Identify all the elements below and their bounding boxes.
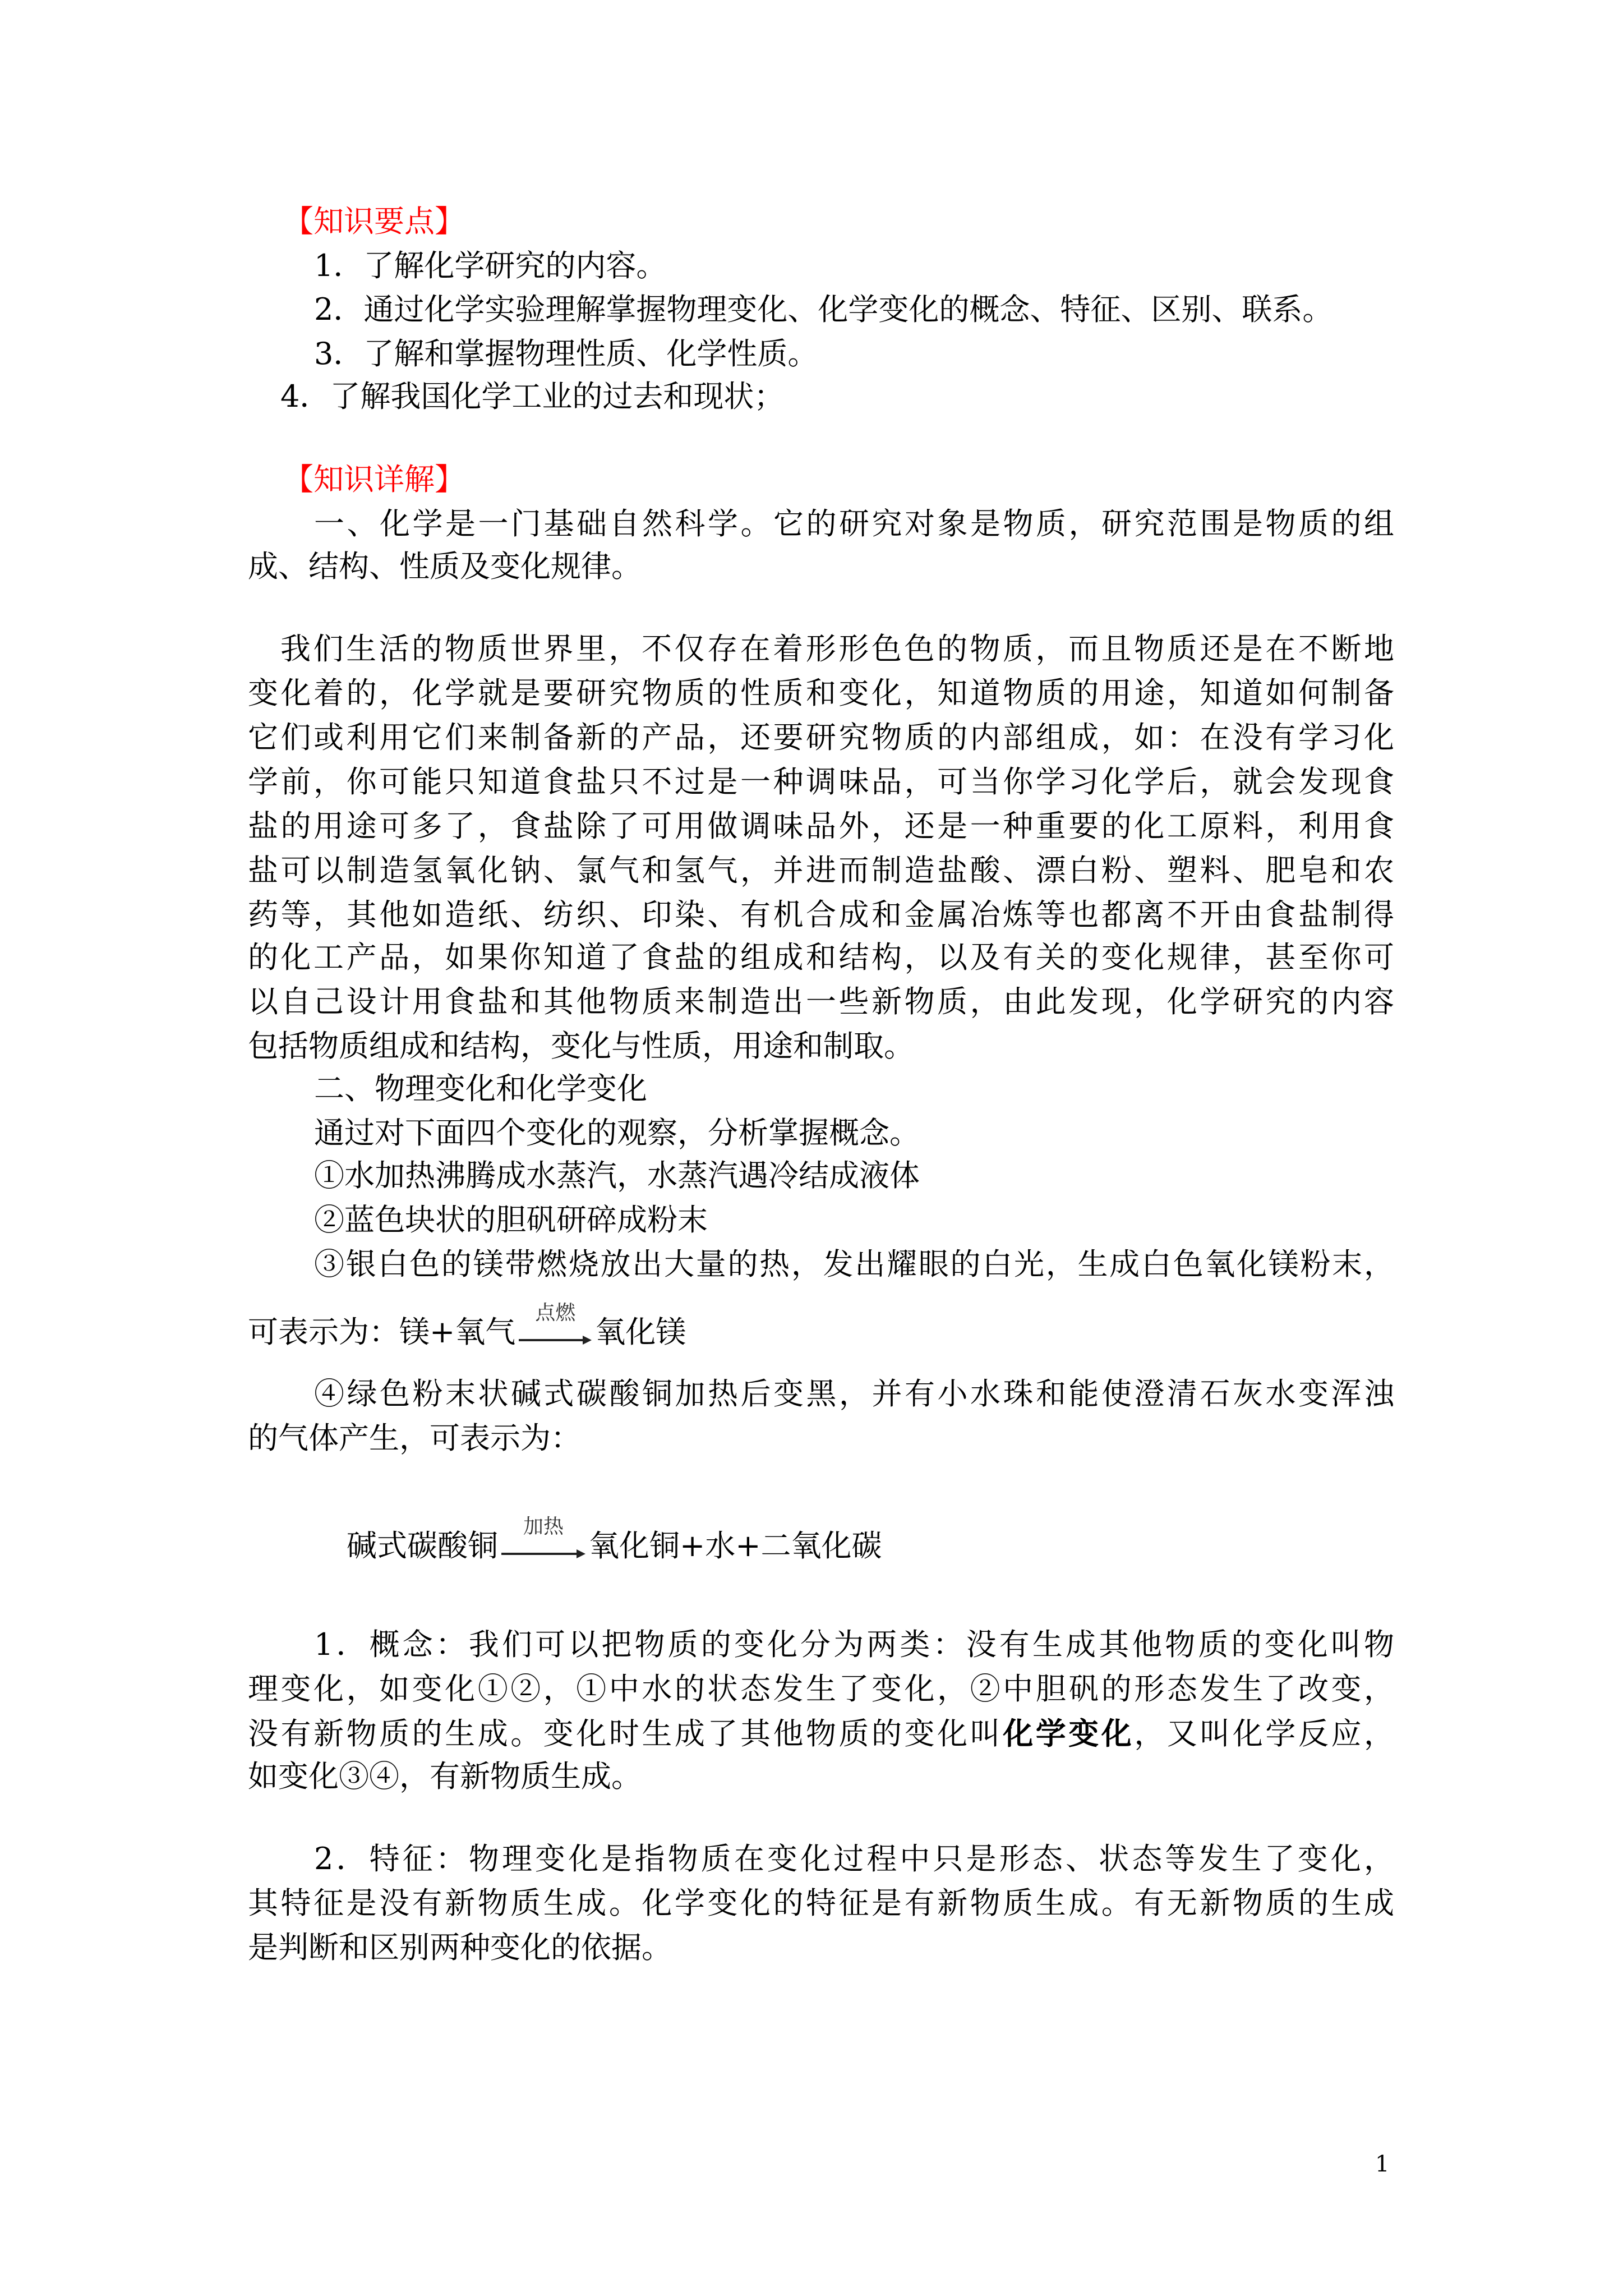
paragraph-line: 盐可以制造氢氧化钠、氯气和氢气，并进而制造盐酸、漂白粉、塑料、肥皂和农	[248, 853, 1394, 888]
concept-line: 1．概念：我们可以把物质的变化分为两类：没有生成其他物质的变化叫物	[314, 1627, 1394, 1662]
section-heading: 二、物理变化和化学变化	[314, 1071, 647, 1106]
reaction-condition: 点燃	[535, 1301, 576, 1324]
change-item-2: ②蓝色块状的胆矾研碎成粉末	[314, 1202, 708, 1237]
equation-magnesium	[248, 1301, 686, 1355]
reaction-arrow-icon	[519, 1301, 592, 1355]
equation-product: 氧化铜+水+二氧化碳	[589, 1528, 882, 1563]
reaction-condition: 加热	[523, 1515, 564, 1538]
paragraph-line: 学前，你可能只知道食盐只不过是一种调味品，可当你学习化学后，就会发现食	[248, 764, 1394, 799]
paragraph-line: 成、结构、性质及变化规律。	[248, 549, 642, 584]
term-chemical-change: 化学变化	[1003, 1715, 1135, 1751]
feature-line: 其特征是没有新物质生成。化学变化的特征是有新物质生成。有无新物质的生成	[248, 1885, 1394, 1921]
feature-line: 是判断和区别两种变化的依据。	[248, 1930, 672, 1965]
concept-line	[248, 1711, 1394, 1756]
heading-knowledge-detail: 【知识详解】	[283, 462, 465, 497]
concept-line: 理变化，如变化①②，①中水的状态发生了变化，②中胆矾的形态发生了改变，	[248, 1671, 1394, 1706]
paragraph-line: 它们或利用它们来制备新的产品，还要研究物质的内部组成，如：在没有学习化	[248, 720, 1394, 755]
change-item-3: ③银白色的镁带燃烧放出大量的热，发出耀眼的白光，生成白色氧化镁粉末，	[314, 1246, 1394, 1282]
paragraph-line: 一、化学是一门基础自然科学。它的研究对象是物质，研究范围是物质的组	[314, 506, 1394, 541]
reaction-arrow-icon	[501, 1515, 585, 1568]
feature-line: 2．特征：物理变化是指物质在变化过程中只是形态、状态等发生了变化，	[314, 1841, 1394, 1876]
paragraph-line: 的化工产品，如果你知道了食盐的组成和结构，以及有关的变化规律，甚至你可	[248, 940, 1394, 975]
page-number: 1	[1375, 2151, 1390, 2177]
concept-text: ，又叫化学反应，	[1134, 1716, 1395, 1751]
paragraph-line: 的气体产生，可表示为：	[248, 1420, 581, 1456]
paragraph-line: 我们生活的物质世界里，不仅存在着形形色色的物质，而且物质还是在不断地	[280, 631, 1394, 666]
key-point-item: 3．了解和掌握物理性质、化学性质。	[314, 336, 818, 371]
concept-text: 没有新物质的生成。变化时生成了其他物质的变化叫	[248, 1716, 1003, 1751]
paragraph-line: 变化着的，化学就是要研究物质的性质和变化，知道物质的用途，知道如何制备	[248, 675, 1394, 711]
paragraph-line: 盐的用途可多了，食盐除了可用做调味品外，还是一种重要的化工原料，利用食	[248, 808, 1394, 844]
equation-reactant: 碱式碳酸铜	[347, 1528, 498, 1563]
concept-line: 如变化③④，有新物质生成。	[248, 1759, 642, 1794]
paragraph-line: 药等，其他如造纸、纺织、印染、有机合成和金属冶炼等也都离不开由食盐制得	[248, 897, 1394, 932]
paragraph-line: 通过对下面四个变化的观察，分析掌握概念。	[314, 1115, 920, 1151]
key-point-item: 4．了解我国化学工业的过去和现状；	[280, 379, 785, 414]
paragraph-line: 以自己设计用食盐和其他物质来制造出一些新物质，由此发现，化学研究的内容	[248, 984, 1394, 1019]
equation-prefix: 可表示为：镁+氧气	[248, 1314, 516, 1350]
change-item-4: ④绿色粉末状碱式碳酸铜加热后变黑，并有小水珠和能使澄清石灰水变浑浊	[314, 1376, 1394, 1411]
equation-product: 氧化镁	[595, 1314, 686, 1350]
key-point-item: 2．通过化学实验理解掌握物理变化、化学变化的概念、特征、区别、联系。	[314, 292, 1333, 327]
paragraph-line: 包括物质组成和结构，变化与性质，用途和制取。	[248, 1028, 914, 1064]
change-item-1: ①水加热沸腾成水蒸汽，水蒸汽遇冷结成液体	[314, 1158, 920, 1193]
heading-key-points: 【知识要点】	[283, 204, 465, 239]
key-point-item: 1．了解化学研究的内容。	[314, 248, 667, 283]
equation-copper-carbonate	[347, 1515, 882, 1568]
